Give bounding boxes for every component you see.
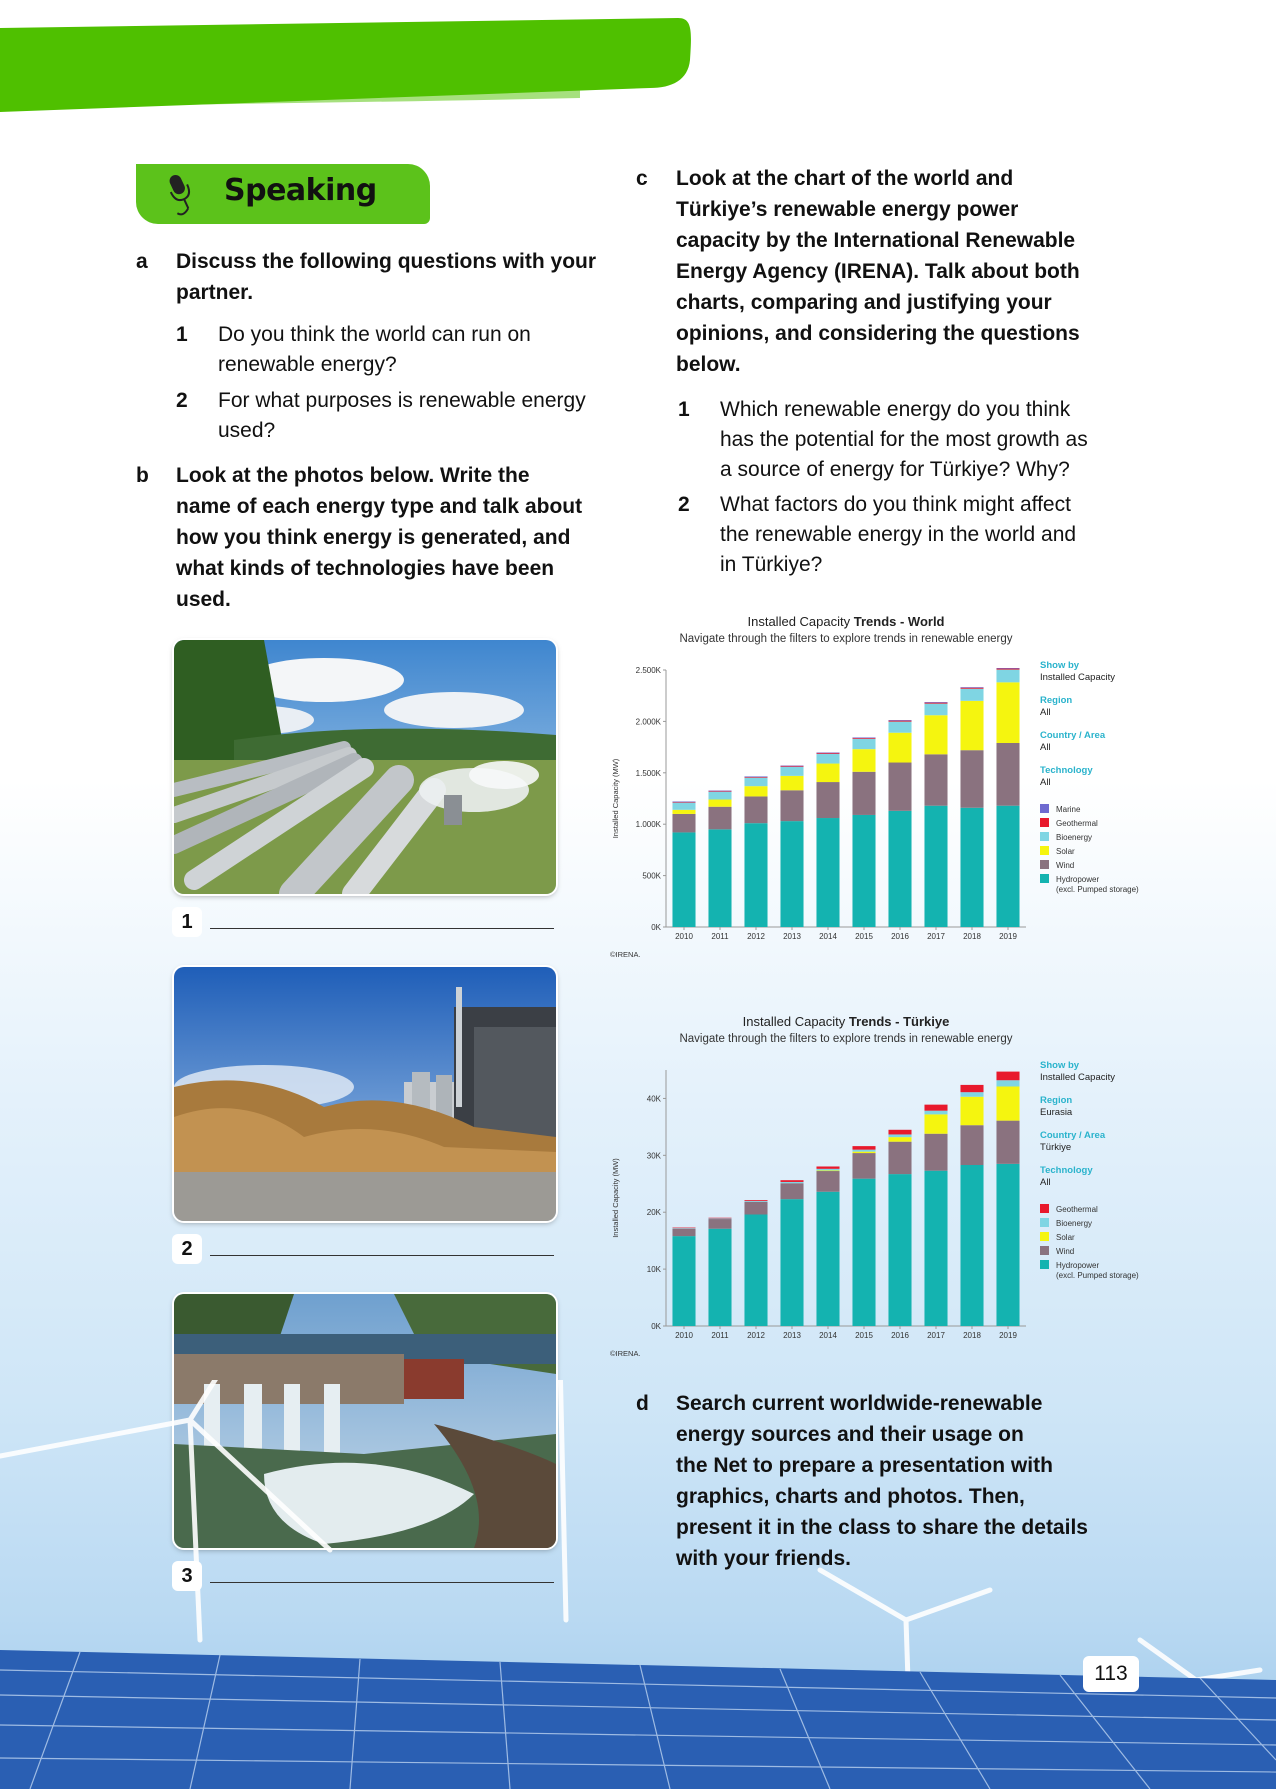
filter-value: All bbox=[1040, 777, 1051, 788]
y-tick-label: 500K bbox=[642, 871, 661, 881]
y-tick-label: 1.000K bbox=[635, 820, 661, 830]
bar-segment-wind bbox=[744, 1202, 767, 1215]
x-tick-label: 2015 bbox=[855, 1331, 873, 1340]
bar-segment-wind bbox=[708, 807, 731, 830]
bar-segment-hydropower bbox=[852, 1179, 875, 1326]
bar-segment-hydropower bbox=[672, 832, 695, 927]
question-letter: c bbox=[636, 167, 648, 190]
bar-segment-bioenergy bbox=[924, 704, 947, 716]
y-axis-label: Installed Capacity (MW) bbox=[611, 758, 620, 839]
bar-segment-wind bbox=[960, 750, 983, 808]
bar-segment-wind bbox=[852, 772, 875, 815]
photo-geothermal bbox=[174, 640, 556, 894]
bar-segment-bioenergy bbox=[852, 1150, 875, 1152]
x-tick-label: 2013 bbox=[783, 932, 801, 941]
bar-segment-bioenergy bbox=[996, 670, 1019, 683]
bar-segment-solar bbox=[816, 1170, 839, 1171]
x-tick-label: 2013 bbox=[783, 1331, 801, 1340]
chart-world-svg bbox=[606, 610, 1146, 960]
legend-label: Bioenergy bbox=[1056, 833, 1093, 842]
bar-segment-marine bbox=[996, 668, 1019, 669]
bar-segment-solar bbox=[960, 1097, 983, 1125]
question-a-item-2 bbox=[176, 386, 616, 446]
legend-swatch bbox=[1040, 832, 1049, 841]
bar-segment-bioenergy bbox=[708, 1218, 731, 1219]
legend-label: Geothermal bbox=[1056, 819, 1098, 828]
prompt-line: partner. bbox=[176, 281, 254, 304]
filter-label: Country / Area bbox=[1040, 1130, 1106, 1141]
photo-biomass bbox=[174, 967, 556, 1221]
question-c bbox=[636, 163, 1126, 385]
legend-label: Marine bbox=[1056, 805, 1081, 814]
item-line: has the potential for the most growth as bbox=[720, 428, 1088, 451]
legend-swatch bbox=[1040, 874, 1049, 883]
chart-title: Installed Capacity Trends - Türkiye bbox=[742, 1014, 950, 1029]
bar-segment-wind bbox=[924, 1134, 947, 1171]
x-tick-label: 2011 bbox=[711, 1331, 729, 1340]
bar-segment-wind bbox=[672, 814, 695, 833]
legend-label-note: (excl. Pumped storage) bbox=[1056, 885, 1139, 894]
y-tick-label: 20K bbox=[646, 1208, 661, 1218]
prompt-line: energy sources and their usage on bbox=[676, 1423, 1024, 1446]
bar-segment-hydropower bbox=[996, 806, 1019, 927]
legend-swatch bbox=[1040, 818, 1049, 827]
prompt-line: used. bbox=[176, 588, 231, 611]
bar-segment-geothermal bbox=[708, 1218, 731, 1219]
prompt-line: Türkiye’s renewable energy power bbox=[676, 198, 1019, 221]
question-c-item-1 bbox=[678, 395, 1118, 487]
filter-value: All bbox=[1040, 707, 1051, 718]
bar-segment-marine bbox=[888, 720, 911, 721]
bar-segment-hydropower bbox=[888, 811, 911, 927]
legend-label: Wind bbox=[1056, 1247, 1075, 1256]
bar-segment-wind bbox=[780, 1183, 803, 1199]
bar-segment-bioenergy bbox=[672, 803, 695, 810]
bar-segment-hydropower bbox=[888, 1174, 911, 1326]
bar-segment-marine bbox=[744, 776, 767, 777]
filter-value: All bbox=[1040, 1177, 1051, 1188]
x-tick-label: 2018 bbox=[963, 1331, 981, 1340]
bar-segment-hydropower bbox=[816, 818, 839, 927]
x-tick-label: 2016 bbox=[891, 932, 909, 941]
item-line: What factors do you think might affect bbox=[720, 493, 1071, 516]
bar-segment-bioenergy bbox=[996, 1080, 1019, 1086]
item-line: renewable energy? bbox=[218, 353, 397, 376]
prompt-line: what kinds of technologies have been bbox=[176, 557, 555, 580]
microphone-icon bbox=[156, 170, 206, 220]
question-a-item-1 bbox=[176, 320, 616, 380]
bar-segment-wind bbox=[708, 1219, 731, 1229]
bar-segment-hydropower bbox=[996, 1164, 1019, 1326]
bar-segment-wind bbox=[780, 790, 803, 821]
legend-label: Hydropower bbox=[1056, 1261, 1100, 1270]
bar-segment-bioenergy bbox=[960, 1092, 983, 1097]
photo-number: 1 bbox=[172, 907, 202, 937]
prompt-line: name of each energy type and talk about bbox=[176, 495, 583, 518]
bar-segment-wind bbox=[816, 1171, 839, 1192]
legend-swatch bbox=[1040, 1260, 1049, 1269]
question-b bbox=[136, 460, 626, 620]
x-tick-label: 2017 bbox=[927, 1331, 945, 1340]
bar-segment-solar bbox=[852, 1152, 875, 1153]
bar-segment-wind bbox=[816, 782, 839, 818]
bar-segment-solar bbox=[852, 749, 875, 772]
x-tick-label: 2015 bbox=[855, 932, 873, 941]
bar-segment-marine bbox=[816, 753, 839, 754]
x-tick-label: 2012 bbox=[747, 932, 765, 941]
filter-value: All bbox=[1040, 742, 1051, 753]
bar-segment-solar bbox=[708, 800, 731, 807]
prompt-line: Search current worldwide-renewable bbox=[676, 1392, 1043, 1415]
bar-segment-bioenergy bbox=[708, 792, 731, 800]
chart-source: ©IRENA. bbox=[610, 1349, 641, 1358]
legend-label: Solar bbox=[1056, 847, 1075, 856]
filter-label: Show by bbox=[1040, 660, 1080, 671]
bar-segment-solar bbox=[996, 1086, 1019, 1120]
bar-segment-bioenergy bbox=[780, 767, 803, 776]
bar-segment-bioenergy bbox=[816, 1169, 839, 1171]
x-tick-label: 2016 bbox=[891, 1331, 909, 1340]
answer-line-1[interactable] bbox=[210, 928, 554, 929]
prompt-line: graphics, charts and photos. Then, bbox=[676, 1485, 1025, 1508]
bar-segment-geothermal bbox=[852, 1146, 875, 1150]
item-number: 2 bbox=[176, 389, 188, 412]
legend-swatch bbox=[1040, 1204, 1049, 1213]
filter-value: Eurasia bbox=[1040, 1107, 1073, 1118]
bar-segment-marine bbox=[672, 802, 695, 803]
bar-segment-bioenergy bbox=[744, 778, 767, 787]
bar-segment-geothermal bbox=[744, 1200, 767, 1201]
bar-segment-solar bbox=[924, 715, 947, 754]
prompt-line: how you think energy is generated, and bbox=[176, 526, 571, 549]
y-tick-label: 0K bbox=[651, 923, 661, 932]
bar-segment-wind bbox=[960, 1125, 983, 1165]
bar-segment-solar bbox=[744, 786, 767, 796]
filter-value: Installed Capacity bbox=[1040, 1072, 1115, 1083]
item-number: 2 bbox=[678, 493, 690, 516]
chart-subtitle: Navigate through the filters to explore trends in renewable energy bbox=[679, 633, 1013, 645]
y-tick-label: 0K bbox=[651, 1322, 661, 1331]
bar-segment-geothermal bbox=[924, 1105, 947, 1111]
bar-segment-wind bbox=[996, 743, 1019, 806]
bar-segment-wind bbox=[996, 1121, 1019, 1164]
bar-segment-marine bbox=[780, 766, 803, 767]
filter-label: Region bbox=[1040, 695, 1073, 706]
y-tick-label: 10K bbox=[646, 1265, 661, 1275]
question-c-item-2 bbox=[678, 490, 1118, 582]
bar-segment-wind bbox=[744, 796, 767, 823]
header-banner bbox=[0, 0, 1276, 130]
solar-wind-background bbox=[0, 1380, 1276, 1789]
question-letter: b bbox=[136, 464, 149, 487]
filter-label: Country / Area bbox=[1040, 730, 1106, 741]
bar-segment-bioenergy bbox=[888, 722, 911, 733]
answer-line-2[interactable] bbox=[210, 1255, 554, 1256]
bar-segment-bioenergy bbox=[888, 1134, 911, 1137]
bar-segment-wind bbox=[888, 763, 911, 811]
x-tick-label: 2010 bbox=[675, 932, 693, 941]
bar-segment-bioenergy bbox=[852, 739, 875, 749]
y-tick-label: 2.500K bbox=[635, 666, 661, 675]
bar-segment-bioenergy bbox=[744, 1201, 767, 1202]
bar-segment-solar bbox=[816, 764, 839, 783]
item-line: the renewable energy in the world and bbox=[720, 523, 1077, 546]
x-tick-label: 2017 bbox=[927, 932, 945, 941]
y-tick-label: 40K bbox=[646, 1094, 661, 1104]
bar-segment-geothermal bbox=[960, 1085, 983, 1092]
bar-segment-solar bbox=[780, 776, 803, 790]
bar-segment-bioenergy bbox=[924, 1111, 947, 1115]
question-letter: d bbox=[636, 1392, 649, 1415]
bar-segment-hydropower bbox=[960, 1165, 983, 1326]
filter-value: Türkiye bbox=[1040, 1142, 1072, 1153]
prompt-line: below. bbox=[676, 353, 741, 376]
legend-swatch bbox=[1040, 1246, 1049, 1255]
x-tick-label: 2019 bbox=[999, 932, 1017, 941]
chart-title: Installed Capacity Trends - World bbox=[747, 614, 945, 629]
bar-segment-hydropower bbox=[744, 823, 767, 927]
legend-swatch bbox=[1040, 860, 1049, 869]
bar-segment-solar bbox=[996, 682, 1019, 743]
legend-label: Geothermal bbox=[1056, 1205, 1098, 1214]
legend-swatch bbox=[1040, 846, 1049, 855]
bar-segment-hydropower bbox=[924, 806, 947, 927]
bar-segment-hydropower bbox=[780, 1199, 803, 1326]
bar-segment-hydropower bbox=[780, 821, 803, 927]
y-tick-label: 30K bbox=[646, 1151, 661, 1161]
question-prompt bbox=[676, 163, 1080, 380]
prompt-line: Energy Agency (IRENA). Talk about both bbox=[676, 260, 1080, 283]
prompt-line: Look at the chart of the world and bbox=[676, 167, 1014, 190]
item-line: in Türkiye? bbox=[720, 553, 823, 576]
bar-segment-hydropower bbox=[924, 1171, 947, 1326]
page-number: 113 bbox=[1083, 1656, 1139, 1692]
bar-segment-hydropower bbox=[672, 1236, 695, 1326]
prompt-line: Discuss the following questions with your bbox=[176, 250, 597, 273]
chart-subtitle: Navigate through the filters to explore trends in renewable energy bbox=[679, 1033, 1013, 1045]
bar-segment-geothermal bbox=[888, 1130, 911, 1135]
bar-segment-marine bbox=[852, 737, 875, 738]
bar-segment-hydropower bbox=[816, 1192, 839, 1326]
question-prompt bbox=[176, 460, 582, 615]
prompt-line: charts, comparing and justifying your bbox=[676, 291, 1052, 314]
bar-segment-marine bbox=[924, 702, 947, 703]
y-tick-label: 1.500K bbox=[635, 768, 661, 778]
item-line: used? bbox=[218, 419, 276, 442]
legend-label-note: (excl. Pumped storage) bbox=[1056, 1271, 1139, 1280]
legend-swatch bbox=[1040, 1218, 1049, 1227]
filter-label: Show by bbox=[1040, 1060, 1080, 1071]
prompt-line: with your friends. bbox=[676, 1547, 852, 1570]
section-heading bbox=[136, 164, 430, 224]
x-tick-label: 2010 bbox=[675, 1331, 693, 1340]
chart-source: ©IRENA. bbox=[610, 950, 641, 959]
bar-segment-solar bbox=[924, 1114, 947, 1133]
x-tick-label: 2012 bbox=[747, 1331, 765, 1340]
x-tick-label: 2014 bbox=[819, 932, 837, 941]
section-title: Speaking bbox=[224, 173, 377, 208]
legend-swatch bbox=[1040, 1232, 1049, 1241]
bar-segment-wind bbox=[852, 1153, 875, 1179]
filter-value: Installed Capacity bbox=[1040, 672, 1115, 683]
bar-segment-bioenergy bbox=[672, 1228, 695, 1229]
prompt-line: present it in the class to share the details bbox=[676, 1516, 1088, 1539]
bar-segment-solar bbox=[672, 810, 695, 814]
bar-segment-wind bbox=[924, 754, 947, 805]
bar-segment-geothermal bbox=[672, 1228, 695, 1229]
legend-swatch bbox=[1040, 804, 1049, 813]
prompt-line: opinions, and considering the questions bbox=[676, 322, 1080, 345]
bar-segment-hydropower bbox=[708, 829, 731, 927]
question-prompt bbox=[176, 246, 596, 308]
bar-segment-solar bbox=[888, 1137, 911, 1142]
question-a bbox=[136, 246, 626, 308]
filter-label: Region bbox=[1040, 1095, 1073, 1106]
bar-segment-geothermal bbox=[816, 1166, 839, 1168]
bar-segment-marine bbox=[708, 791, 731, 792]
legend-label: Solar bbox=[1056, 1233, 1075, 1242]
prompt-line: the Net to prepare a presentation with bbox=[676, 1454, 1053, 1477]
item-line: Do you think the world can run on bbox=[218, 323, 531, 346]
item-number: 1 bbox=[176, 323, 188, 346]
prompt-line: capacity by the International Renewable bbox=[676, 229, 1076, 252]
legend-label: Bioenergy bbox=[1056, 1219, 1093, 1228]
filter-label: Technology bbox=[1040, 765, 1093, 776]
bar-segment-hydropower bbox=[960, 808, 983, 927]
bar-segment-solar bbox=[888, 733, 911, 763]
filter-label: Technology bbox=[1040, 1165, 1093, 1176]
bar-segment-geothermal bbox=[780, 1180, 803, 1182]
y-axis-label: Installed Capacity (MW) bbox=[611, 1158, 620, 1238]
chart-turkiye-svg bbox=[606, 1010, 1146, 1365]
legend-label: Hydropower bbox=[1056, 875, 1100, 884]
x-tick-label: 2019 bbox=[999, 1331, 1017, 1340]
chart-turkiye bbox=[606, 1010, 1146, 1365]
item-line: Which renewable energy do you think bbox=[720, 398, 1071, 421]
bar-segment-hydropower bbox=[744, 1214, 767, 1326]
bar-segment-wind bbox=[672, 1229, 695, 1236]
photo-number: 2 bbox=[172, 1234, 202, 1264]
x-tick-label: 2018 bbox=[963, 932, 981, 941]
bar-segment-wind bbox=[888, 1142, 911, 1174]
prompt-line: Look at the photos below. Write the bbox=[176, 464, 530, 487]
bar-segment-bioenergy bbox=[780, 1182, 803, 1183]
x-tick-label: 2014 bbox=[819, 1331, 837, 1340]
x-tick-label: 2011 bbox=[711, 932, 729, 941]
item-number: 1 bbox=[678, 398, 690, 421]
item-line: For what purposes is renewable energy bbox=[218, 389, 586, 412]
bar-segment-bioenergy bbox=[960, 689, 983, 701]
bar-segment-solar bbox=[960, 701, 983, 750]
legend-label: Wind bbox=[1056, 861, 1075, 870]
bar-segment-geothermal bbox=[996, 1072, 1019, 1081]
bar-segment-bioenergy bbox=[816, 754, 839, 764]
y-tick-label: 2.000K bbox=[635, 717, 661, 727]
item-line: a source of energy for Türkiye? Why? bbox=[720, 458, 1070, 481]
chart-world bbox=[606, 610, 1146, 960]
photo-number: 3 bbox=[172, 1561, 202, 1591]
question-letter: a bbox=[136, 250, 148, 273]
bar-segment-hydropower bbox=[708, 1229, 731, 1326]
bar-segment-marine bbox=[960, 687, 983, 688]
bar-segment-hydropower bbox=[852, 815, 875, 927]
